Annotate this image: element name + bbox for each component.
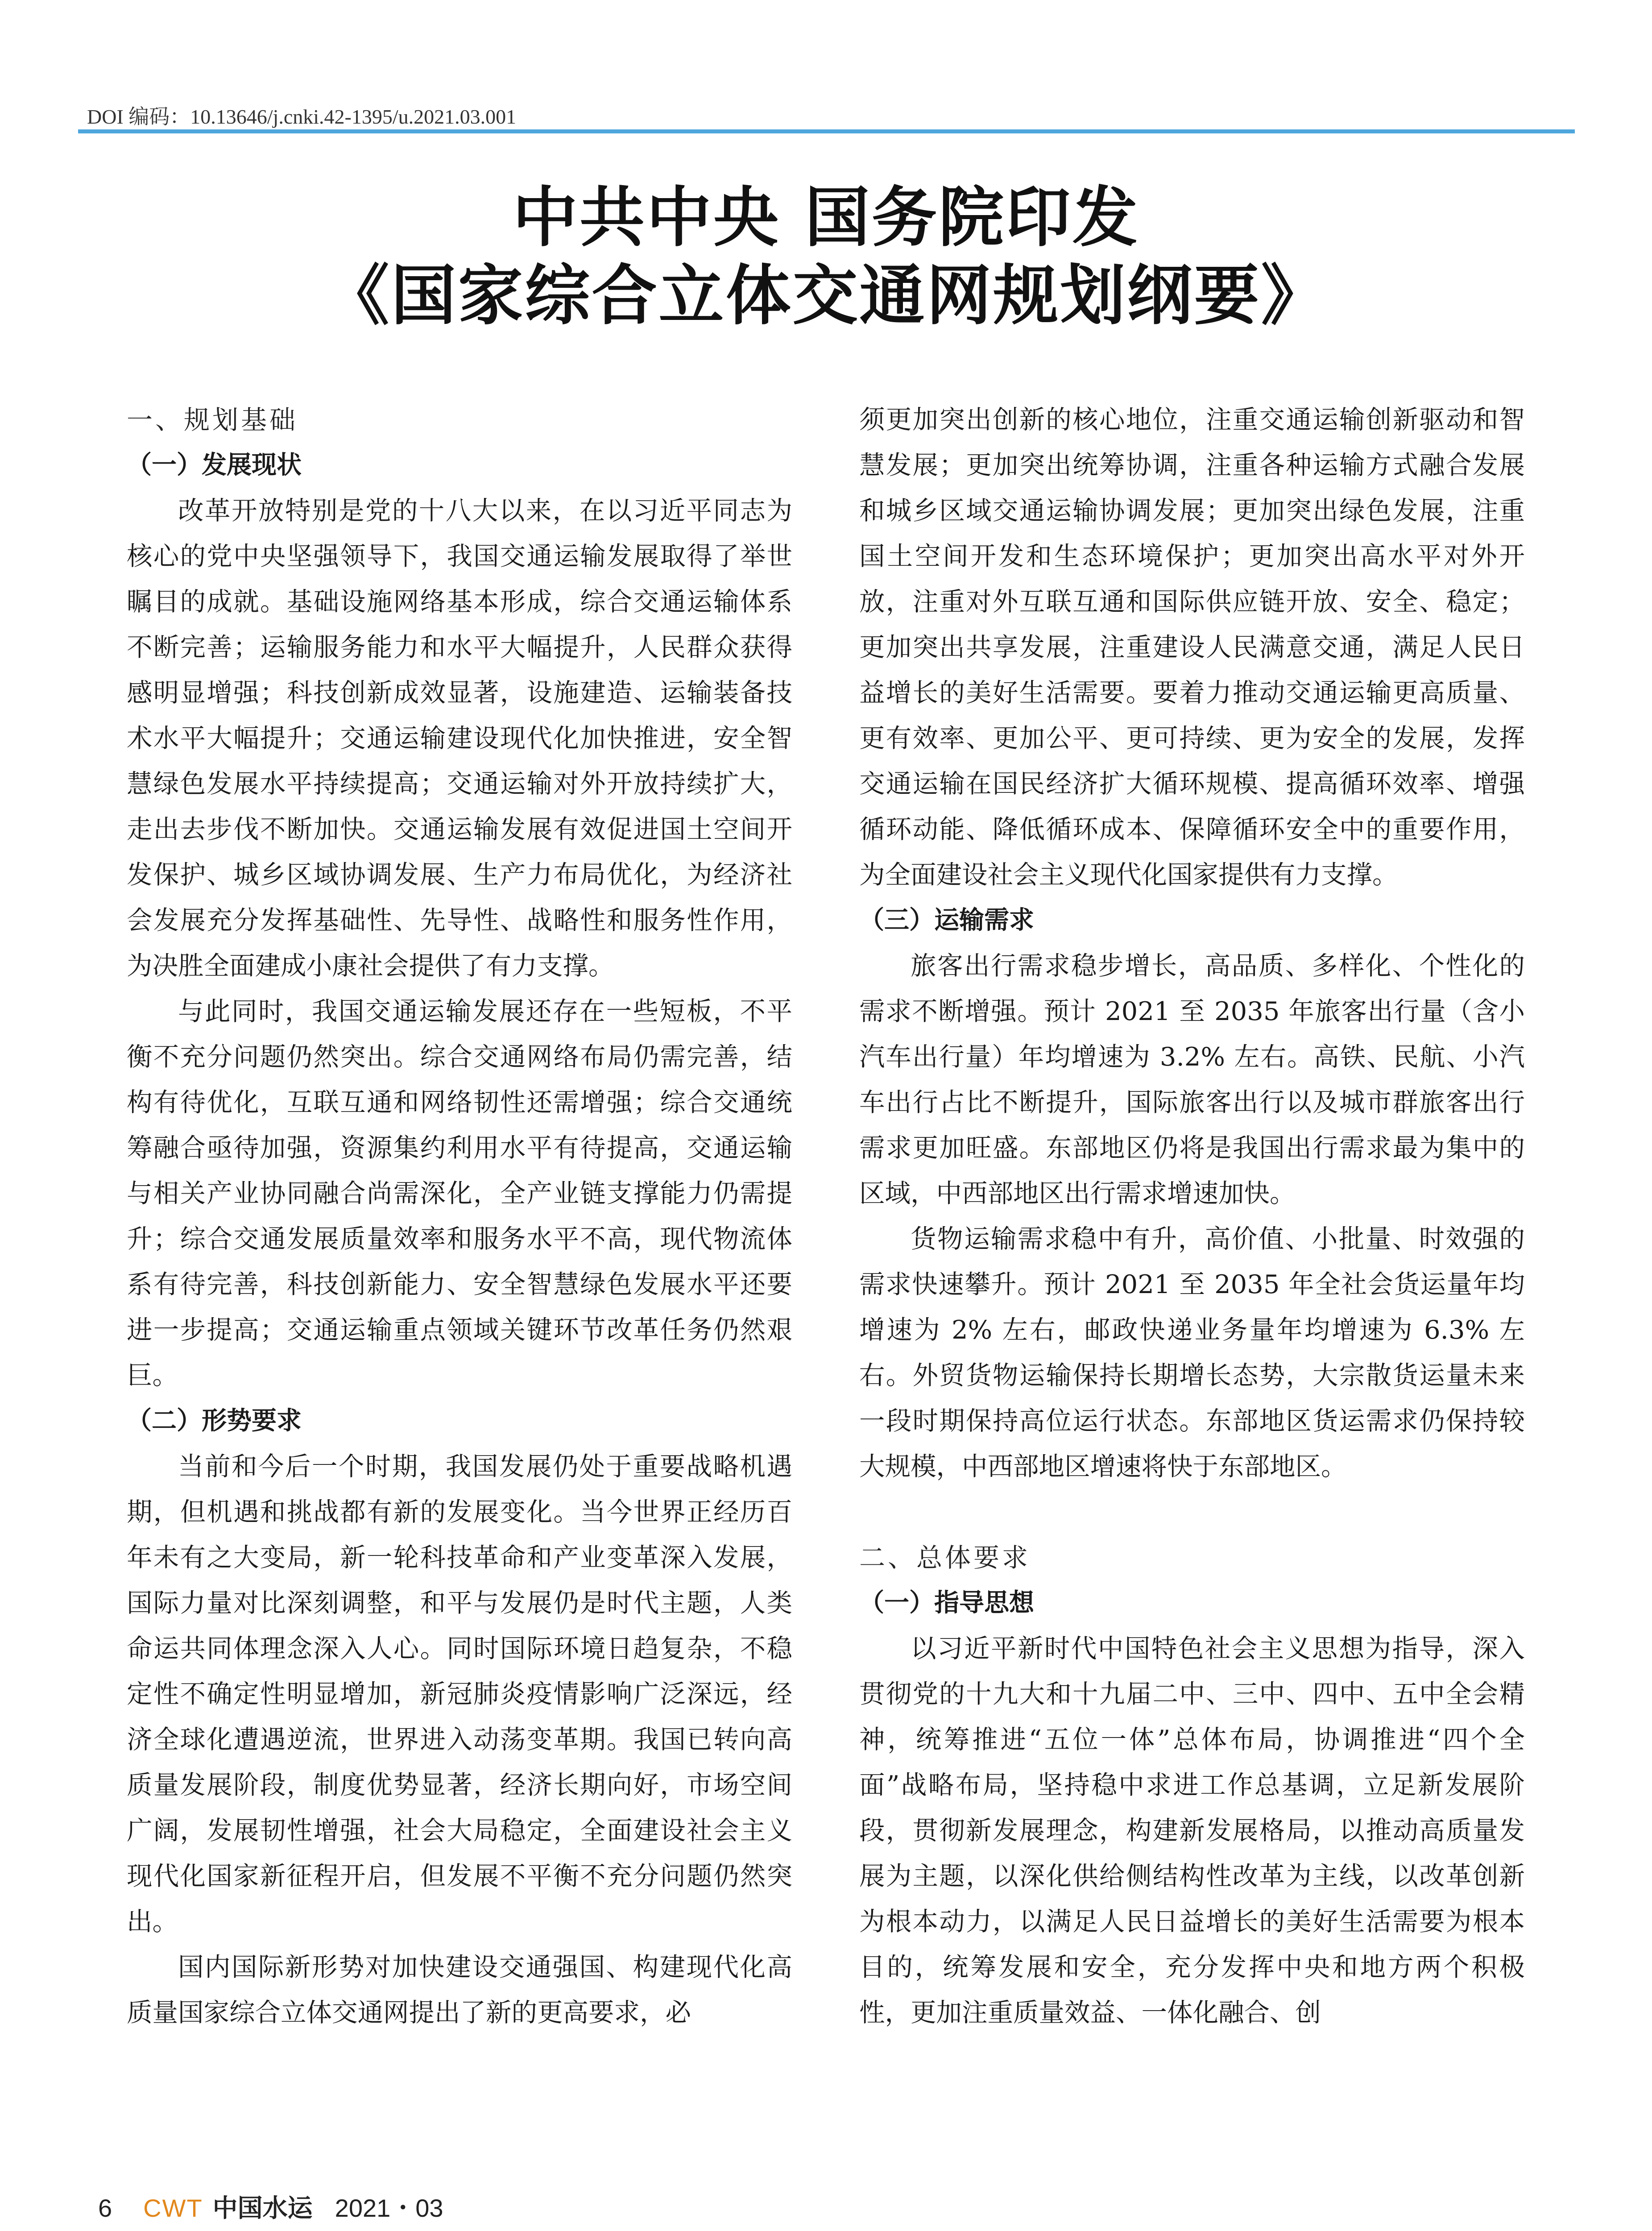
article-title-line-1: 中共中央 国务院印发	[513, 180, 1139, 256]
issue-number: 2021・03	[335, 2194, 443, 2222]
page-number: 6	[98, 2194, 112, 2222]
right-column	[859, 397, 1525, 2036]
paragraph: 与此同时，我国交通运输发展还存在一些短板，不平衡不充分问题仍然突出。综合交通网络布局仍需完善，结构有待优化，互联互通和网络韧性还需增强；综合交通统筹融合亟待加强，资源集约利用水平有待提高，交通运输与相关产业协同融合尚需深化，全产业链支撑能力仍需提升；综合交通发展质量效率和服务水平不高，现代物流体系有待完善，科技创新能力、安全智慧绿色发展水平还要进一步提高；交通运输重点领域关键环节改革任务仍然艰巨。	[127, 996, 792, 1390]
journal-logo: CWT	[143, 2194, 203, 2222]
paragraph: 货物运输需求稳中有升，高价值、小批量、时效强的需求快速攀升。预计 2021 至 2035 年全社会货运量年均增速为 2% 左右，邮政快递业务量年均增速为 6.3% 左右。外贸货物运输保持长期增长态势，大宗散货运量未来一段时期保持高位运行状态。东部地区货运需求仍保持较大规模，中西部地区增速将快于东部地区。	[859, 1224, 1525, 1481]
spacer	[859, 1489, 1525, 1535]
header-rule	[78, 129, 1575, 133]
subsection-heading: （一）指导思想	[859, 1588, 1034, 1617]
paragraph: 当前和今后一个时期，我国发展仍处于重要战略机遇期，但机遇和挑战都有新的发展变化。当今世界正经历百年未有之大变局，新一轮科技革命和产业变革深入发展，国际力量对比深刻调整，和平与发展仍是时代主题，人类命运共同体理念深入人心。同时国际环境日趋复杂，不稳定性不确定性明显增加，新冠肺炎疫情影响广泛深远，经济全球化遭遇逆流，世界进入动荡变革期。我国已转向高质量发展阶段，制度优势显著，经济长期向好，市场空间广阔，发展韧性增强，社会大局稳定，全面建设社会主义现代化国家新征程开启，但发展不平衡不充分问题仍然突出。	[127, 1451, 792, 1937]
subsection-heading: （一）发展现状	[127, 451, 302, 480]
paragraph: 改革开放特别是党的十八大以来，在以习近平同志为核心的党中央坚强领导下，我国交通运输发展取得了举世瞩目的成就。基础设施网络基本形成，综合交通运输体系不断完善；运输服务能力和水平大幅提升，人民群众获得感明显增强；科技创新成效显著，设施建造、运输装备技术水平大幅提升；交通运输建设现代化加快推进，安全智慧绿色发展水平持续提高；交通运输对外开放持续扩大，走出去步伐不断加快。交通运输发展有效促进国土空间开发保护、城乡区域协调发展、生产力布局优化，为经济社会发展充分发挥基础性、先导性、战略性和服务性作用，为决胜全面建成小康社会提供了有力支撑。	[127, 496, 792, 981]
paragraph-continued: 须更加突出创新的核心地位，注重交通运输创新驱动和智慧发展；更加突出统筹协调，注重各种运输方式融合发展和城乡区域交通运输协调发展；更加突出绿色发展，注重国土空间开发和生态环境保护；更加突出高水平对外开放，注重对外互联互通和国际供应链开放、安全、稳定；更加突出共享发展，注重建设人民满意交通，满足人民日益增长的美好生活需要。要着力推动交通运输更高质量、更有效率、更加公平、更可持续、更为安全的发展，发挥交通运输在国民经济扩大循环规模、提高循环效率、增强循环动能、降低循环成本、保障循环安全中的重要作用，为全面建设社会主义现代化国家提供有力支撑。	[859, 405, 1525, 890]
paragraph: 旅客出行需求稳步增长，高品质、多样化、个性化的需求不断增强。预计 2021 至 2035 年旅客出行量（含小汽车出行量）年均增速为 3.2% 左右。高铁、民航、小汽车出行占比不断提升，国际旅客出行以及城市群旅客出行需求更加旺盛。东部地区仍将是我国出行需求最为集中的区域，中西部地区出行需求增速加快。	[859, 951, 1525, 1208]
journal-name: 中国水运	[212, 2194, 313, 2223]
subsection-heading: （二）形势要求	[127, 1406, 302, 1435]
section-heading: 一、规划基础	[127, 405, 298, 435]
doi-line: DOI 编码：10.13646/j.cnki.42-1395/u.2021.03.001	[87, 105, 517, 128]
paragraph: 国内国际新形势对加快建设交通强国、构建现代化高质量国家综合立体交通网提出了新的更高要求，必	[127, 1952, 792, 2028]
section-heading: 二、总体要求	[859, 1543, 1031, 1573]
paragraph: 以习近平新时代中国特色社会主义思想为指导，深入贯彻党的十九大和十九届二中、三中、四中、五中全会精神，统筹推进“五位一体”总体布局，协调推进“四个全面”战略布局，坚持稳中求进工作总基调，立足新发展阶段，贯彻新发展理念，构建新发展格局，以推动高质量发展为主题，以深化供给侧结构性改革为主线，以改革创新为根本动力，以满足人民日益增长的美好生活需要为根本目的，统筹发展和安全，充分发挥中央和地方两个积极性，更加注重质量效益、一体化融合、创	[859, 1634, 1525, 2028]
page-footer	[98, 2189, 443, 2224]
left-column	[127, 397, 792, 2036]
article-title-line-2: 《国家综合立体交通网规划纲要》	[324, 258, 1328, 334]
subsection-heading: （三）运输需求	[859, 906, 1034, 935]
